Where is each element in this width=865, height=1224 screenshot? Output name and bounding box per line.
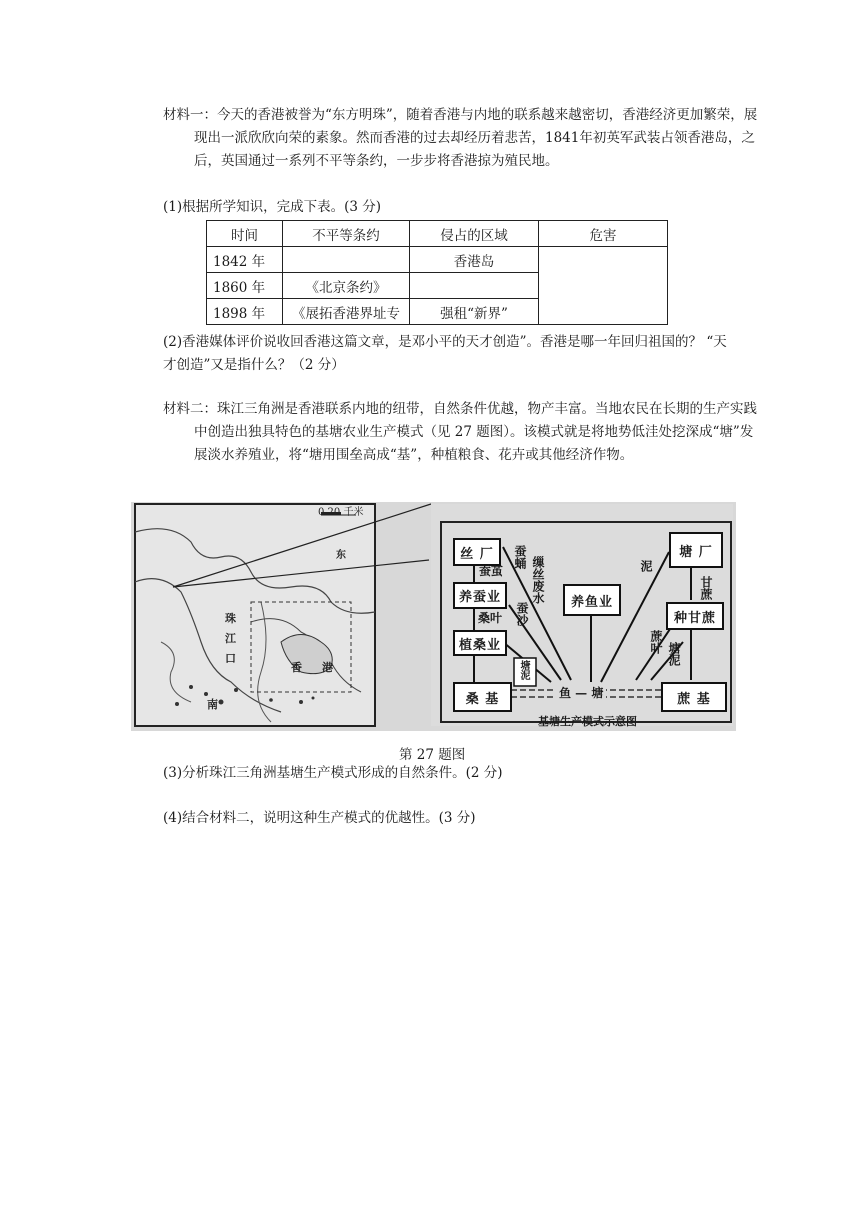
question-4: (4)结合材料二，说明这种生产模式的优越性。(3 分) <box>163 810 476 826</box>
cell-area: 香港岛 <box>410 247 539 273</box>
material-2 <box>163 398 766 467</box>
map-label-xiang: 香 <box>291 661 302 674</box>
map-scale: 0 20 千米 <box>318 507 364 518</box>
cell-treaty: 《展拓香港界址专 <box>283 299 410 325</box>
box-silk-factory: 丝 厂 <box>453 538 501 566</box>
box-mulberry-planting: 植桑业 <box>453 630 507 656</box>
label-cane-leaf: 蔗叶 <box>649 630 663 654</box>
map-label-jiang: 江 <box>225 632 236 645</box>
material-2-label: 材料二： <box>163 401 217 417</box>
label-mud-top: 泥 <box>639 560 653 572</box>
cell-time: 1898 年 <box>207 299 283 325</box>
material-1 <box>163 104 766 173</box>
cell-time: 1860 年 <box>207 273 283 299</box>
label-sugarcane: 甘蔗 <box>699 576 713 600</box>
map-label-zhu: 珠 <box>225 612 236 625</box>
box-mulberry-dike: 桑 基 <box>453 682 512 712</box>
label-silkworm-sand: 蚕沙 <box>515 602 529 626</box>
label-silkworm-pupa: 蚕蛹 <box>513 545 527 569</box>
header-harm: 危害 <box>539 221 668 247</box>
box-sugar-factory: 塘 厂 <box>669 532 723 568</box>
map-label-east: 东 <box>336 550 346 561</box>
header-treaty: 不平等条约 <box>283 221 410 247</box>
header-area: 侵占的区域 <box>410 221 539 247</box>
label-fish-pond: 鱼 — 塘 <box>556 687 606 700</box>
label-pond-mud-right: 塘泥 <box>667 642 681 666</box>
label-cocoon: 蚕茧 <box>479 564 504 578</box>
label-silk-waste-water: 缫丝废水 <box>531 556 545 604</box>
cell-harm-blank[interactable] <box>539 247 668 325</box>
cell-treaty-blank[interactable] <box>283 247 410 273</box>
map-label-kou: 口 <box>225 652 236 665</box>
box-sugarcane-planting: 种甘蔗 <box>666 602 724 630</box>
question-2: (2)香港媒体评价说收回香港这篇文章，是邓小平的天才创造”。香港是哪一年回归祖国的？ “天才创造”又是指什么？（2 分） <box>163 334 727 373</box>
label-pond-mud-left: 塘泥 <box>518 660 529 680</box>
diagram-title: 基塘生产模式示意图 <box>538 715 637 728</box>
box-cane-dike: 蔗 基 <box>661 682 727 712</box>
cell-area: 强租“新界” <box>410 299 539 325</box>
material-1-text: 今天的香港被誉为“东方明珠”，随着香港与内地的联系越来越密切，香港经济更加繁荣，展现出一派欣欣向荣的素象。然而香港的过去却经历着悲苦，1841年初英军武装占领香港岛，之后，英国通过一系列不平等条约，一步步将香港掠为殖民地。 <box>194 107 758 169</box>
cell-treaty: 《北京条约》 <box>283 273 410 299</box>
map-label-gang: 港 <box>322 661 333 674</box>
cell-area-blank[interactable] <box>410 273 539 299</box>
table-header-row <box>207 221 668 247</box>
box-fish-farming: 养鱼业 <box>563 584 621 616</box>
figure-caption: 第 27 题图 <box>399 747 466 763</box>
map-label-nan: 南 <box>207 698 218 711</box>
material-1-label: 材料一： <box>163 107 217 123</box>
label-mulberry-leaf: 桑叶 <box>478 611 503 625</box>
treaty-table <box>206 220 668 325</box>
question-1: (1)根据所学知识，完成下表。(3 分) <box>163 199 382 215</box>
material-2-text: 珠江三角洲是香港联系内地的纽带，自然条件优越，物产丰富。当地农民在长期的生产实践中创造出独具特色的基塘农业生产模式（见 27 题图）。该模式就是将地势低洼处挖深成“塘”发展淡水养殖业，将“塘用围垒高成“基”，种植粮食、花卉或其他经济作物。 <box>194 401 757 463</box>
figure-27 <box>131 502 736 731</box>
question-3: (3)分析珠江三角洲基塘生产模式形成的自然条件。(2 分) <box>163 765 503 781</box>
header-time: 时间 <box>207 221 283 247</box>
box-sericulture: 养蚕业 <box>453 582 507 609</box>
figure-drawing <box>131 502 736 731</box>
cell-time: 1842 年 <box>207 247 283 273</box>
table-row <box>207 247 668 273</box>
